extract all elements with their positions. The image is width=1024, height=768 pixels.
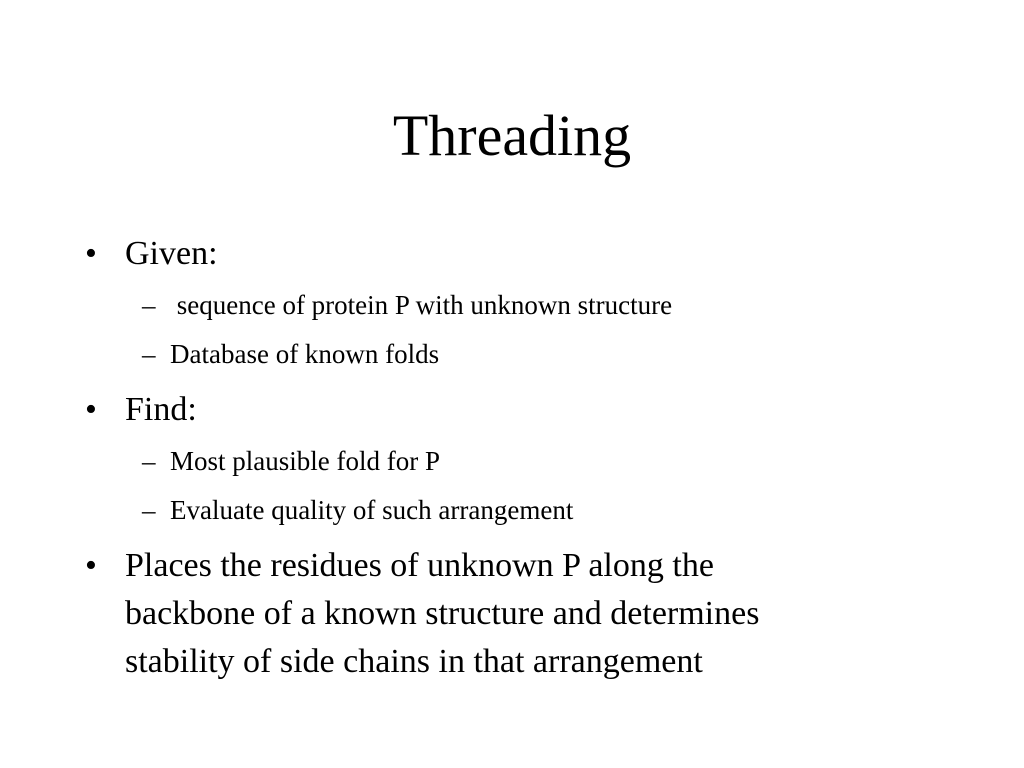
subitem-text: sequence of protein P with unknown structure xyxy=(170,290,673,320)
sub-mark: – xyxy=(142,495,156,525)
sub-mark: – xyxy=(142,446,156,476)
paragraph-line: stability of side chains in that arrangement xyxy=(125,643,703,680)
bullet-text: Find: xyxy=(125,391,197,428)
sub-mark: – xyxy=(142,339,156,369)
paragraph-line: backbone of a known structure and determines xyxy=(125,595,760,632)
slide-title: Threading xyxy=(392,103,632,168)
subitem-text: Most plausible fold for P xyxy=(170,446,440,476)
bullet-mark: • xyxy=(85,391,97,428)
bullet-mark: • xyxy=(85,235,97,272)
bullet-text: Given: xyxy=(125,235,218,272)
subitem-text: Database of known folds xyxy=(170,339,440,369)
sub-mark: – xyxy=(142,290,156,320)
bullet-mark: • xyxy=(85,547,97,584)
subitem-text: Evaluate quality of such arrangement xyxy=(170,495,574,525)
paragraph-line: Places the residues of unknown P along the xyxy=(125,547,714,584)
bullet-paragraph xyxy=(125,542,945,686)
